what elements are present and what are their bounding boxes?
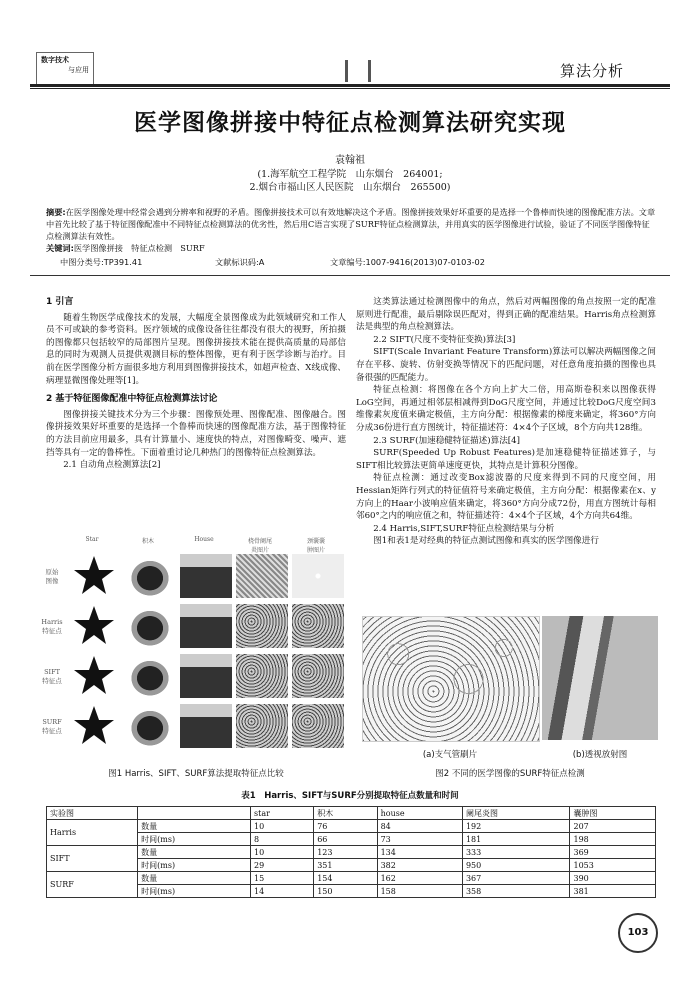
table-value-cell: 162: [377, 872, 462, 885]
article-number: 文章编号:1007-9416(2013)07-0103-02: [330, 257, 485, 267]
section-1-para: 随着生物医学成像技术的发展，大幅度全景图像成为此领域研究和工作人员不可或缺的参考资料。医疗领域的成像设备往往都没有很大的视野，所拍摄的图像都只包括较窄的局部图片呈现。图像拼接技术能在提供高质量的局部信息的同时为观测人员提供观测目标的整体图像，更有利于医学诊断与治疗。目前在医学图像分析方面很多地方利用到图像拼接技术，如超声检查、X线成像、病理显微图像处理等[1]。: [46, 312, 346, 386]
right-para-1: 这类算法通过检测图像中的角点，然后对两幅图像的角点按照一定的配准原则进行配准，最后剔除误匹配对，得到正确的配准结果。Harris角点检测算法是典型的角点检测算法。: [356, 297, 656, 333]
table-value-cell: 351: [314, 859, 377, 872]
noise-image: [236, 704, 288, 748]
fig1-col-label: 桡骨阑尾 炎图片: [247, 538, 272, 554]
fig1-row-label: SIFT 特征点: [42, 667, 62, 685]
section-1-heading: 1 引言: [46, 297, 74, 307]
table-value-cell: 29: [251, 859, 314, 872]
section-2-para: 图像拼接关键技术分为三个步骤：图像预处理、图像配准、图像融合。图像拼接效果好坏重要的是选择一个鲁棒而快速的图像配准方法，基于图像特征的方法目前应用最多，具有计算量小、速度快的特点，对图像畸变、噪声、遮挡等具有一定的鲁棒性。下面着重讨论几种热门的图像特征点检测算法。: [46, 409, 346, 458]
table-metric-cell: 数量: [138, 872, 251, 885]
table-value-cell: 192: [462, 820, 570, 833]
section-2-heading: 2 基于特征图像配准中特征点检测算法讨论: [46, 394, 218, 405]
table-value-cell: 207: [570, 820, 656, 833]
table-value-cell: 123: [314, 846, 377, 859]
table-row: [47, 820, 656, 833]
page-number: 103: [618, 913, 658, 953]
noise-image: [236, 604, 288, 648]
figure-1: [40, 536, 350, 762]
table-value-cell: 10: [251, 846, 314, 859]
noise-image: [292, 654, 344, 698]
figure-2b-image: [542, 616, 658, 740]
house-image: [180, 654, 232, 698]
affiliation-2: 2.烟台市福山区人民医院 山东烟台 265500): [249, 182, 451, 193]
table-header-cell: house: [377, 807, 462, 820]
clc-number: 中图分类号:TP391.41: [60, 257, 143, 267]
table-header-cell: 阑尾炎图: [462, 807, 570, 820]
keywords-label: 关键词:: [46, 243, 74, 253]
fig1-col-label: House: [194, 536, 214, 543]
left-column: [46, 290, 346, 472]
header-rule: [30, 84, 670, 87]
paper-title: 医学图像拼接中特征点检测算法研究实现: [134, 110, 566, 136]
star-image: [68, 554, 120, 598]
table-row: [47, 846, 656, 859]
table-row: [47, 833, 656, 846]
subsection-2-3: 2.3 SURF(加速稳健特征描述)算法[4]: [373, 435, 520, 446]
table-header-cell: [138, 807, 251, 820]
table-value-cell: 15: [251, 872, 314, 885]
table-metric-cell: 数量: [138, 846, 251, 859]
journal-logo-line2: 与应用: [68, 66, 89, 74]
right-para-2: SIFT(Scale Invariant Feature Transform)算法可以解决两幅图像之间存在平移、旋转、仿射变换等情况下的匹配问题，对任意角度拍摄的图像也具备很强的匹配能力。: [356, 347, 656, 383]
table-algo-cell: SURF: [47, 872, 138, 898]
affiliation-1: (1.海军航空工程学院 山东烟台 264001;: [257, 169, 443, 180]
house-image: [180, 554, 232, 598]
fig1-col-label: 积木: [141, 538, 154, 545]
spec-image: [292, 554, 344, 598]
table-value-cell: 358: [462, 885, 570, 898]
noise-image: [292, 704, 344, 748]
table-value-cell: 367: [462, 872, 570, 885]
table-1: [46, 806, 656, 898]
star-image: [68, 654, 120, 698]
table-value-cell: 134: [377, 846, 462, 859]
table-value-cell: 950: [462, 859, 570, 872]
table-header-cell: 实验图: [47, 807, 138, 820]
toy-image: [124, 554, 176, 598]
abstract-separator: [30, 275, 670, 276]
table-value-cell: 76: [314, 820, 377, 833]
table-row: [47, 859, 656, 872]
journal-logo-line1: 数字技术: [41, 56, 69, 64]
right-para-6: 图1和表1是对经典的特征点测试图像和真实的医学图像进行: [373, 536, 599, 547]
column-name: 算法分析: [560, 62, 625, 80]
toy-image: [124, 604, 176, 648]
toy-image: [124, 654, 176, 698]
figure-2a-label: (a)支气管刷片: [422, 750, 478, 760]
keywords-text: 医学图像拼接 特征点检测 SURF: [73, 243, 205, 253]
right-column: [356, 296, 656, 548]
star-image: [68, 704, 120, 748]
table-value-cell: 66: [314, 833, 377, 846]
doc-code: 文献标识码:A: [215, 257, 265, 267]
table-value-cell: 14: [251, 885, 314, 898]
star-image: [68, 604, 120, 648]
subsection-2-1: 2.1 自动角点检测算法[2]: [63, 460, 161, 471]
table-value-cell: 181: [462, 833, 570, 846]
table-value-cell: 382: [377, 859, 462, 872]
author: 袁翰祖: [335, 155, 365, 166]
table-value-cell: 198: [570, 833, 656, 846]
right-para-3: 特征点检测：将图像在各个方向上扩大二倍，用高斯卷积来以图像获得LoG空间，再通过相邻层相减得到DoG尺度空间，并通过比较DoG尺度空间3维像素灰度值来确定极值，主方向分配：根据像素的梯度来确定，将360°方向分成36份进行直方图统计，特征描述符：4×4个子区域，8个方向共128维。: [356, 385, 656, 433]
table-metric-cell: 时间(ms): [138, 859, 251, 872]
table-value-cell: 150: [314, 885, 377, 898]
fig1-row-label: 原始 图像: [45, 568, 59, 585]
table-header-cell: 囊肿图: [570, 807, 656, 820]
table-header-cell: star: [251, 807, 314, 820]
table-row: [47, 885, 656, 898]
toy-image: [124, 704, 176, 748]
table-value-cell: 381: [570, 885, 656, 898]
table-value-cell: 1053: [570, 859, 656, 872]
right-para-4: SURF(Speeded Up Robust Features)是加速稳健特征描述算子，与SIFT相比较算法更简单速度更快，其特点是计算积分图像。: [356, 448, 656, 471]
header-divider: [345, 60, 371, 82]
keywords: [46, 243, 205, 254]
figure-2a-image: [362, 616, 540, 742]
figure-2-caption: 图2 不同的医学图像的SURF特征点检测: [435, 769, 585, 779]
table-value-cell: 84: [377, 820, 462, 833]
table-value-cell: 158: [377, 885, 462, 898]
header-rule-thin: [30, 88, 670, 89]
noise-image: [236, 654, 288, 698]
table-value-cell: 73: [377, 833, 462, 846]
noise-image: [292, 604, 344, 648]
table-value-cell: 390: [570, 872, 656, 885]
table-header-cell: 积木: [314, 807, 377, 820]
fig1-row-label: Harris 特征点: [41, 617, 63, 635]
house-image: [180, 704, 232, 748]
table-metric-cell: 时间(ms): [138, 833, 251, 846]
table-value-cell: 8: [251, 833, 314, 846]
subsection-2-4: 2.4 Harris,SIFT,SURF特征点检测结果与分析: [373, 523, 555, 534]
table-value-cell: 369: [570, 846, 656, 859]
fig1-row-label: SURF 特征点: [42, 717, 62, 735]
table-value-cell: 333: [462, 846, 570, 859]
fig1-col-label: Star: [85, 536, 99, 543]
fig1-col-label: 颈囊囊 肿图片: [306, 538, 325, 554]
table-algo-cell: Harris: [47, 820, 138, 846]
journal-logo: [36, 52, 94, 86]
figure-2b-label: (b)透视放射图: [572, 750, 628, 760]
table-value-cell: 154: [314, 872, 377, 885]
table-row: [47, 872, 656, 885]
right-para-5: 特征点检测：通过改变Box滤波器的尺度来得到不同的尺度空间，用Hessian矩阵行列式的特征值符号来确定极值，主方向分配：根据像素在x、y方向上的Haar小波响应值来确定，将360°方向分成72份，用直方图统计每相邻60°之内的响应值之和，特征描述符：4×4个子区域，4个方向共64维。: [356, 473, 656, 522]
house-image: [180, 604, 232, 648]
abstract-text: 在医学图像处理中经常会遇到分辨率和视野的矛盾。图像拼接技术可以有效地解决这个矛盾。图像拼接效果好坏重要的是选择一个鲁棒而快速的图像配准方法。文章中首先比较了基于特征图像配准中不同特征点检测算法的优劣性，然后用C语言实现了SURF特征点检测算法，并用真实的医学图像进行试验，验证了不同医学图像特征点检测算法有效性。: [46, 207, 656, 241]
table-value-cell: 10: [251, 820, 314, 833]
table-metric-cell: 数量: [138, 820, 251, 833]
abstract-label: 摘要:: [46, 207, 66, 217]
gray-image: [236, 554, 288, 598]
table-metric-cell: 时间(ms): [138, 885, 251, 898]
table-1-caption: 表1 Harris、SIFT与SURF分别提取特征点数量和时间: [241, 791, 459, 801]
abstract: [46, 206, 656, 242]
table-algo-cell: SIFT: [47, 846, 138, 872]
figure-1-caption: 图1 Harris、SIFT、SURF算法提取特征点比较: [108, 769, 284, 779]
subsection-2-2: 2.2 SIFT(尺度不变特征变换)算法[3]: [373, 334, 516, 345]
